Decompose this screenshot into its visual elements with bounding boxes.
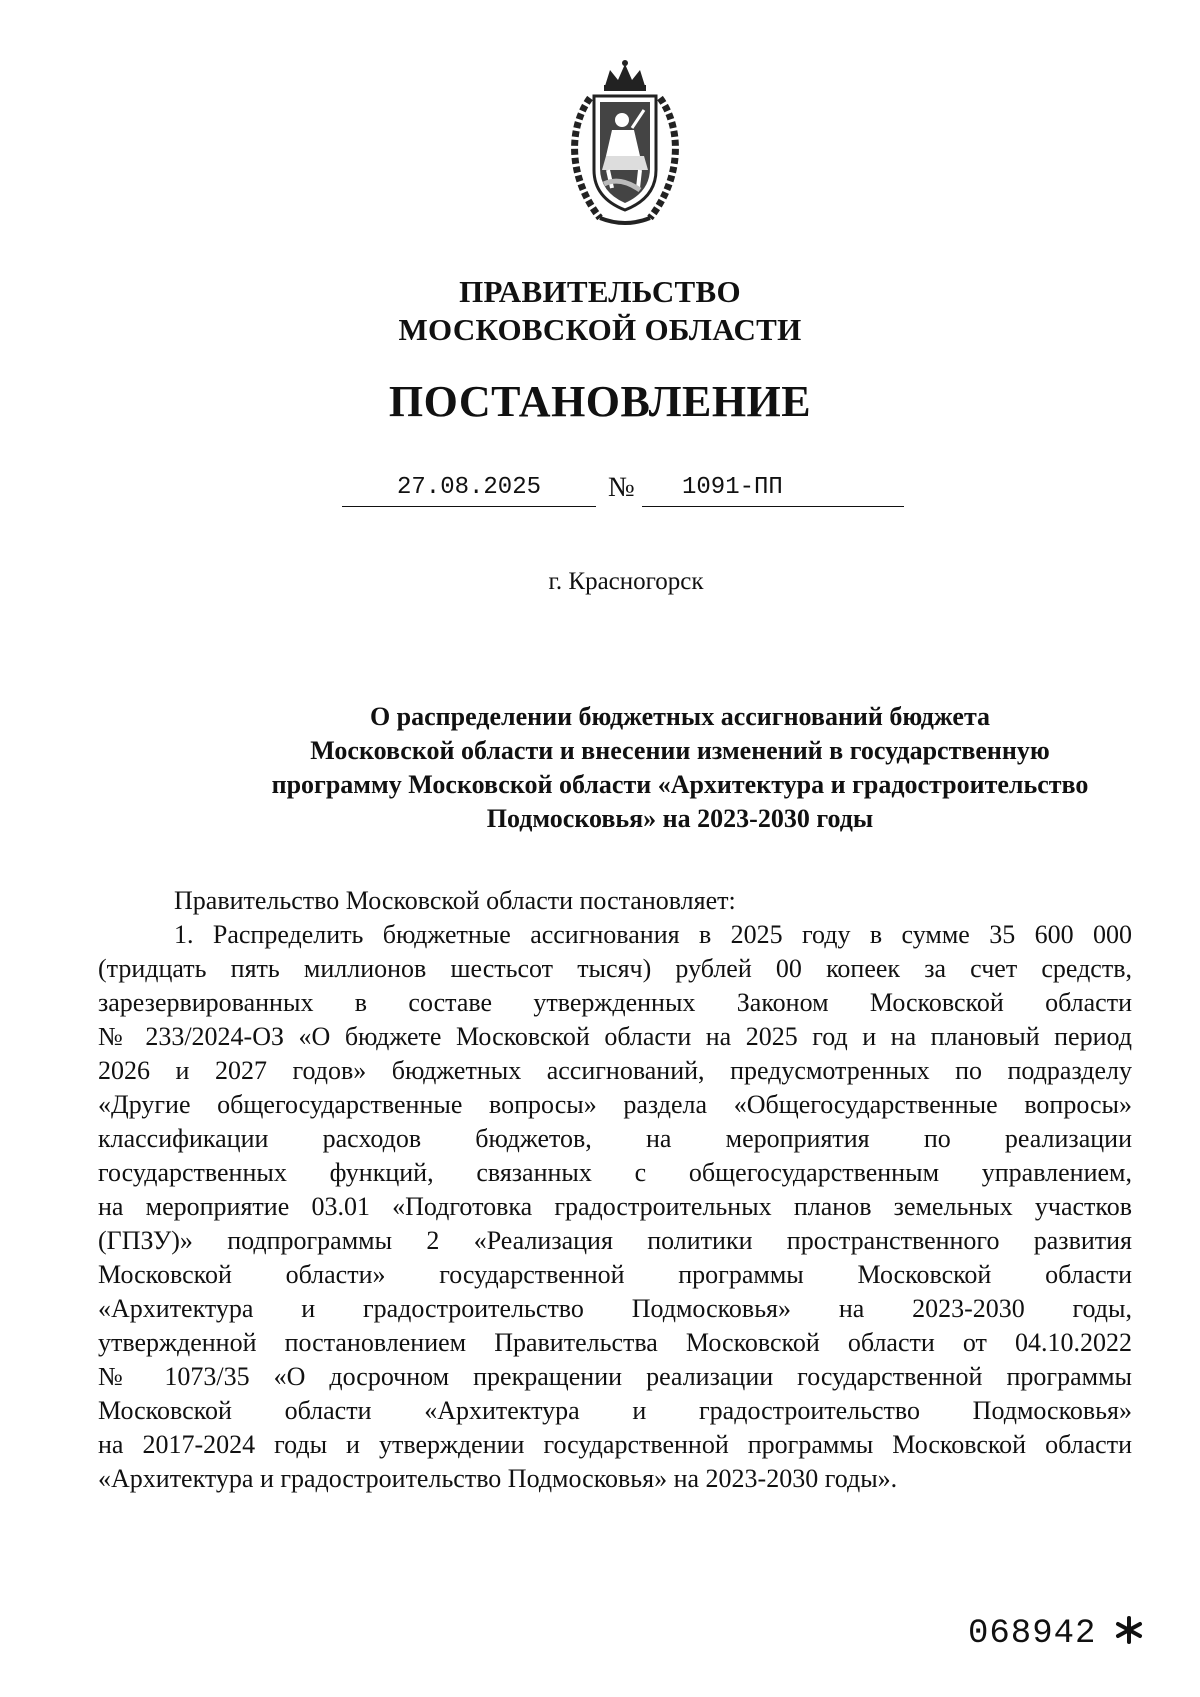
- coat-of-arms-icon: [560, 58, 690, 228]
- date-field: [342, 470, 596, 507]
- paragraph-line: утвержденной постановлением Правительства Московской области от 04.10.2022: [98, 1328, 1132, 1357]
- paragraph-line: на 2017-2024 годы и утверждении государственной программы Московской области: [98, 1430, 1132, 1459]
- number-sign: №: [608, 472, 635, 503]
- title-line-3: программу Московской области «Архитектура и градостроительство: [271, 770, 1089, 799]
- paragraph-line: «Другие общегосударственные вопросы» раздела «Общегосударственные вопросы»: [98, 1090, 1132, 1119]
- title-line-4: Подмосковья» на 2023-2030 годы: [486, 804, 874, 833]
- paragraph-line: Московской области» государственной программы Московской области: [98, 1260, 1132, 1289]
- city-label: г. Красногорск: [548, 568, 704, 595]
- asterisk-icon: [1112, 1610, 1146, 1650]
- paragraph-line: 2026 и 2027 годов» бюджетных ассигнований, предусмотренных по подразделу: [98, 1056, 1132, 1085]
- number-value: 1091-ПП: [682, 474, 783, 501]
- org-name-line-2: МОСКОВСКОЙ ОБЛАСТИ: [398, 312, 802, 347]
- paragraph-line: зарезервированных в составе утвержденных Законом Московской области: [98, 988, 1132, 1017]
- title-line-1: О распределении бюджетных ассигнований бюджета: [369, 702, 991, 731]
- date-value: 27.08.2025: [396, 474, 542, 501]
- number-field: [642, 470, 904, 507]
- paragraph-line: государственных функций, связанных с общегосударственным управлением,: [98, 1158, 1132, 1187]
- paragraph-line: Московской области «Архитектура и градостроительство Подмосковья»: [98, 1396, 1132, 1425]
- paragraph-line: 1. Распределить бюджетные ассигнования в 2025 году в сумме 35 600 000: [174, 920, 1132, 949]
- paragraph-line: (ГПЗУ)» подпрограммы 2 «Реализация политики пространственного развития: [98, 1226, 1132, 1255]
- paragraph-line: «Архитектура и градостроительство Подмосковья» на 2023-2030 годы,: [98, 1294, 1132, 1323]
- paragraph-line: (тридцать пять миллионов шестьсот тысяч) рублей 00 копеек за счет средств,: [98, 954, 1132, 983]
- paragraph-line: «Архитектура и градостроительство Подмосковья» на 2023-2030 годы».: [98, 1464, 898, 1493]
- serial-number: 068942: [968, 1615, 1097, 1653]
- org-name-line-1: ПРАВИТЕЛЬСТВО: [459, 274, 741, 309]
- paragraph-line: № 233/2024-ОЗ «О бюджете Московской области на 2025 год и на плановый период: [98, 1022, 1132, 1051]
- title-line-2: Московской области и внесении изменений в государственную: [310, 736, 1050, 765]
- document-type-heading: ПОСТАНОВЛЕНИЕ: [388, 377, 812, 426]
- paragraph-line: на мероприятие 03.01 «Подготовка градостроительных планов земельных участков: [98, 1192, 1132, 1221]
- paragraph-line: классификации расходов бюджетов, на мероприятия по реализации: [98, 1124, 1132, 1153]
- intro-sentence: Правительство Московской области постановляет:: [174, 886, 736, 915]
- paragraph-line: № 1073/35 «О досрочном прекращении реализации государственной программы: [98, 1362, 1132, 1391]
